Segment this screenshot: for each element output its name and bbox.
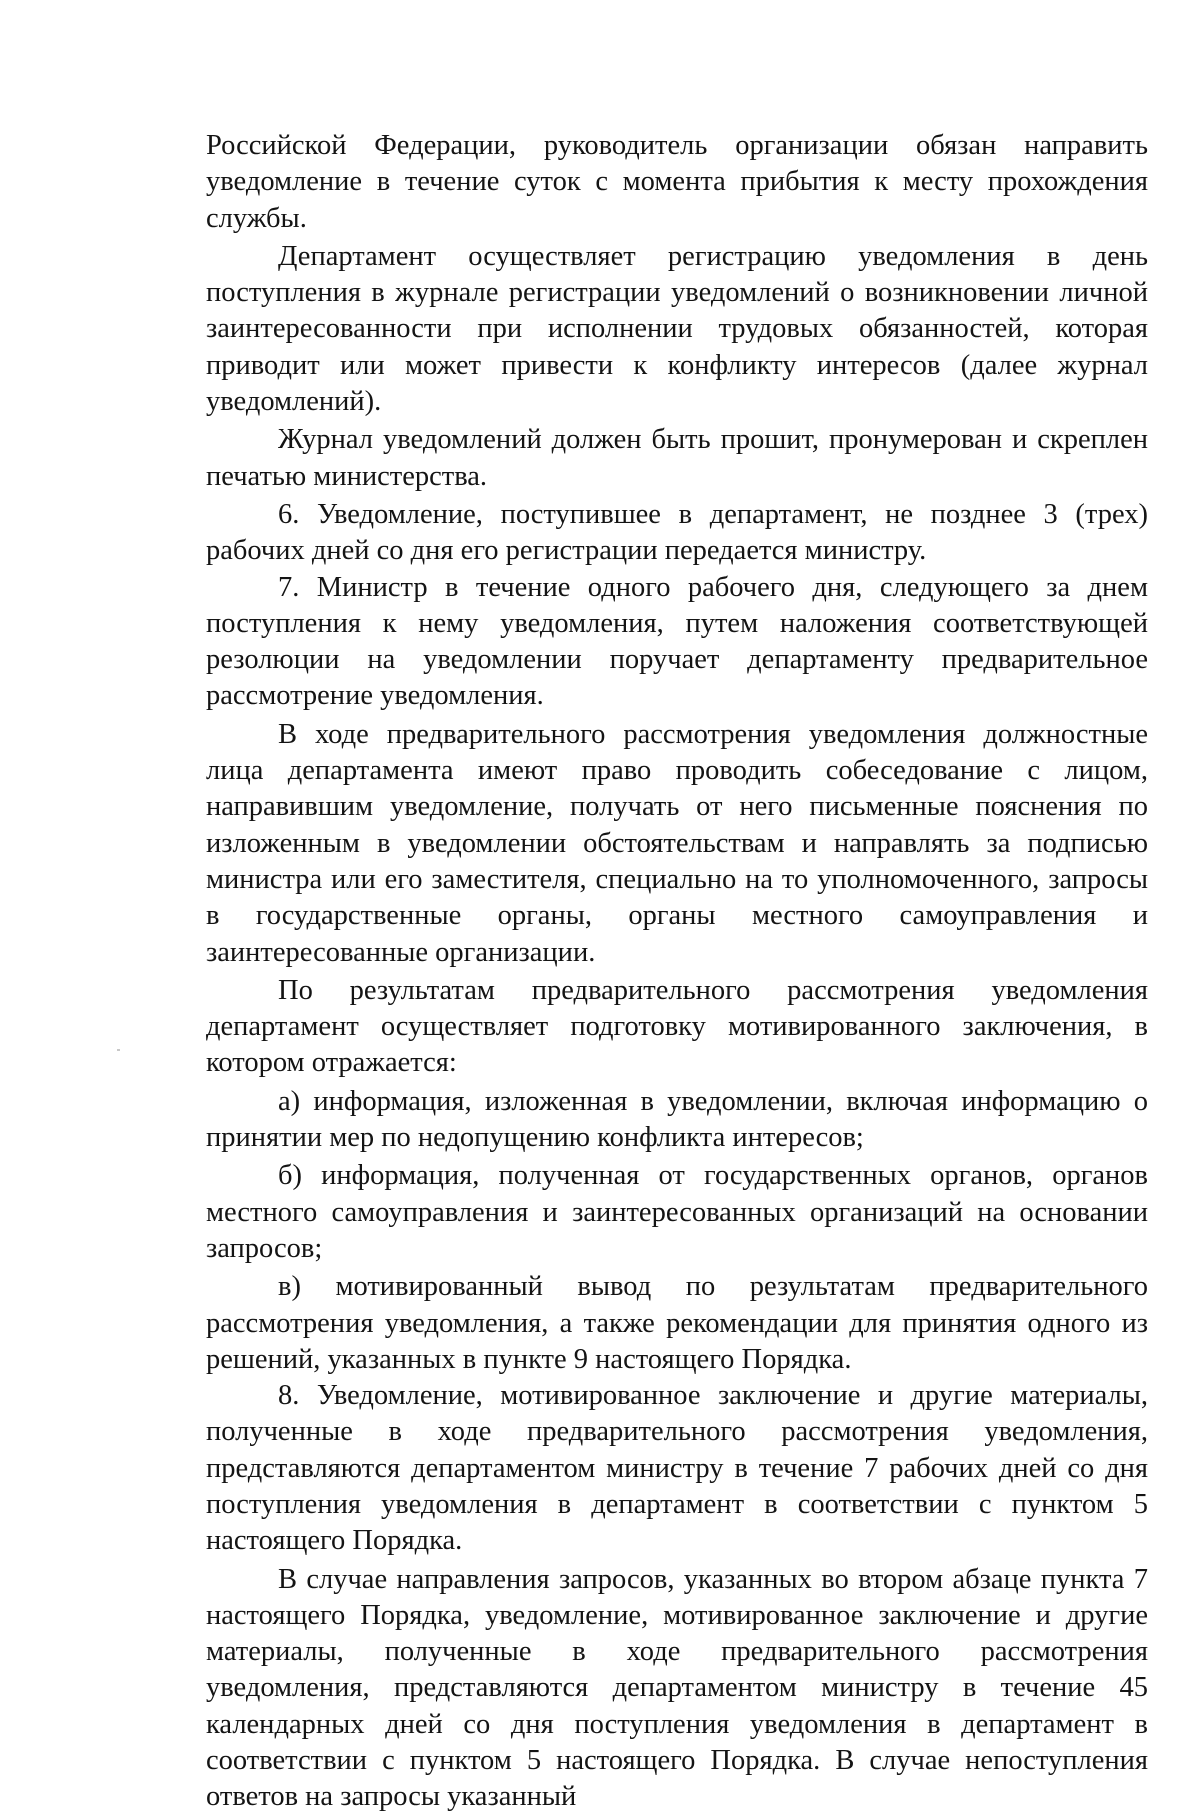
paragraph-preliminary-review: В ходе предварительного рассмотрения уведомления должностные лица департамента имеют право проводить собеседование с лицом, направившим уведомление, получать от него письменные пояснения по изложенным в уведомлении обстоятельствам и направлять за подписью министра или его заместителя, специально на то уполномоченного, запросы в государственные органы, органы местного самоуправления и заинтересованные организации. [206, 718, 1148, 968]
paragraph-journal: Журнал уведомлений должен быть прошит, пронумерован и скреплен печатью министерства. [206, 424, 1148, 492]
paragraph-requests-case: В случае направления запросов, указанных во втором абзаце пункта 7 настоящего Порядка, уведомление, мотивированное заключение и другие материалы, полученные в ходе предварительного рассмотрения уведомления, представляются департаментом министру в течение 45 календарных дней со дня поступления уведомления в департамент в соответствии с пунктом 5 настоящего Порядка. В случае непоступления ответов на запросы указанный [206, 1563, 1148, 1813]
paragraph-continuation: Российской Федерации, руководитель организации обязан направить уведомление в течение суток с момента прибытия к месту прохождения службы. [206, 130, 1148, 234]
list-item-b: б) информация, полученная от государственных органов, органов местного самоуправления и заинтересованных организаций на основании запросов; [206, 1160, 1148, 1264]
list-item-a: а) информация, изложенная в уведомлении, включая информацию о принятии мер по недопущению конфликта интересов; [206, 1085, 1148, 1154]
paragraph-item-7: 7. Министр в течение одного рабочего дня, следующего за днем поступления к нему уведомления, путем наложения соответствующей резолюции на уведомлении поручает департаменту предварительное рассмотрение уведомления. [206, 571, 1148, 712]
paragraph-registration: Департамент осуществляет регистрацию уведомления в день поступления в журнале регистрации уведомлений о возникновении личной заинтересованности при исполнении трудовых обязанностей, которая приводит или может привести к конфликту интересов (далее журнал уведомлений). [206, 240, 1148, 418]
paragraph-item-8: 8. Уведомление, мотивированное заключение и другие материалы, полученные в ходе предварительного рассмотрения уведомления, представляются департаментом министру в течение 7 рабочих дней со дня поступления уведомления в департамент в соответствии с пунктом 5 настоящего Порядка. [206, 1380, 1148, 1557]
paragraph-conclusion-intro: По результатам предварительного рассмотрения уведомления департамент осуществляет подготовку мотивированного заключения, в котором отражается: [206, 974, 1148, 1079]
paragraph-item-6: 6. Уведомление, поступившее в департамент, не позднее 3 (трех) рабочих дней со дня его регистрации передается министру. [206, 498, 1148, 567]
document-body [206, 128, 1148, 1816]
scan-speck [117, 1049, 120, 1051]
list-item-v: в) мотивированный вывод по результатам предварительного рассмотрения уведомления, а также рекомендации для принятия одного из решений, указанных в пункте 9 настоящего Порядка. [206, 1271, 1148, 1375]
